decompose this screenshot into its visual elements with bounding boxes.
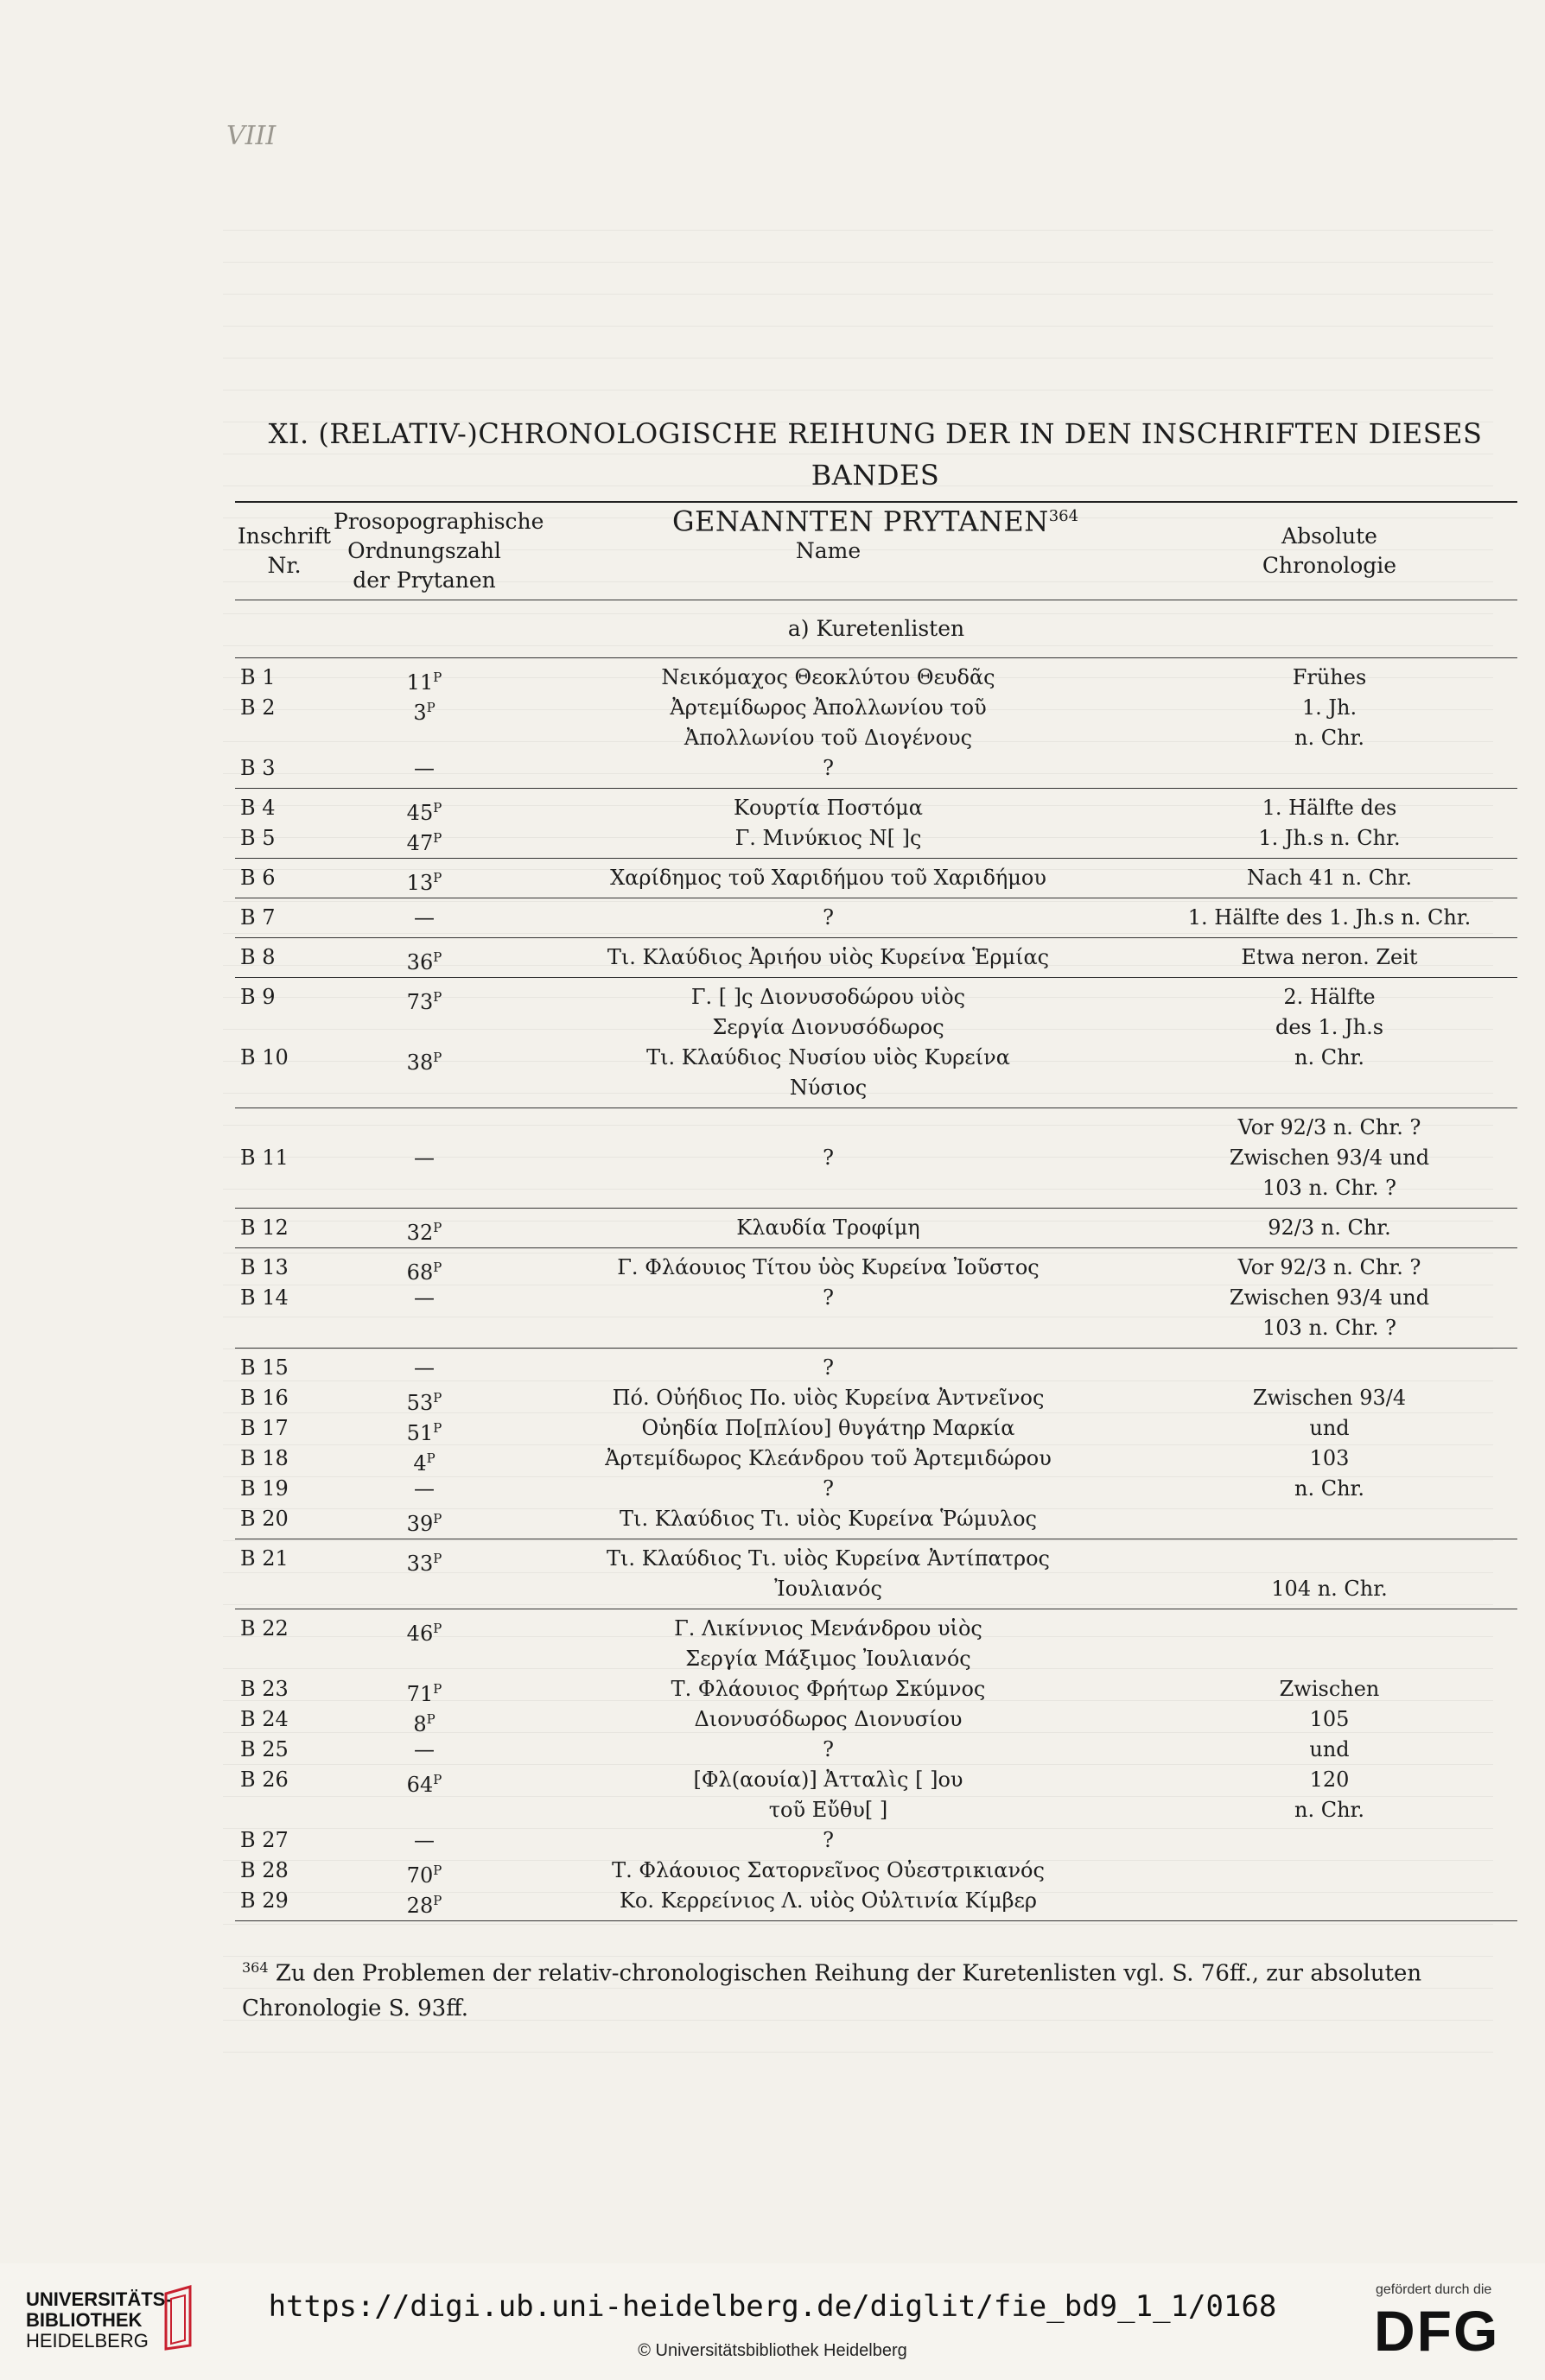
chronologie-cell — [1141, 863, 1517, 893]
inschrift-cell — [235, 863, 334, 893]
name-cell — [515, 863, 1141, 893]
ordnungszahl-cell-line — [334, 1644, 515, 1674]
inschrift-column — [235, 1544, 334, 1604]
name-cell-line: Τι. Κλαύδιος Νυσίου υἱὸς Κυρείνα — [646, 1045, 1010, 1069]
prytanen-table — [235, 501, 1517, 1921]
name-cell-line: Νεικόμαχος Θεοκλύτου Θευδᾶς — [661, 665, 995, 689]
inschrift-cell-line: B 3 — [240, 756, 276, 780]
inschrift-cell-line: B 7 — [240, 905, 276, 930]
inschrift-cell-line: B 15 — [240, 1355, 289, 1380]
chronologie-cell-line — [1141, 753, 1517, 784]
table-row — [235, 859, 1517, 898]
name-cell — [515, 793, 1141, 854]
chronologie-cell-line — [1141, 1886, 1517, 1916]
name-cell-line: Ἀρτεμίδωρος Ἀπολλωνίου τοῦ — [670, 695, 987, 720]
chronologie-cell-line: Zwischen 93/4 und — [1229, 1146, 1430, 1170]
name-cell-line: Τ. Φλάουιος Σατορνεῖνος Οὐεστρικιανός — [612, 1858, 1045, 1882]
chronologie-cell-line: Vor 92/3 n. Chr. ? — [1237, 1115, 1421, 1139]
header-ordnungszahl-line-3: der Prytanen — [353, 568, 496, 593]
name-cell-line: Σεργία Μάξιμος Ἰουλιανός — [685, 1647, 971, 1671]
ordnungszahl-cell — [334, 663, 515, 784]
inschrift-cell-line: B 19 — [240, 1476, 289, 1501]
permalink-url[interactable]: https://digi.ub.uni-heidelberg.de/diglit/fie_bd9_1_1/0168 — [268, 2289, 1277, 2324]
inschrift-cell — [235, 1253, 334, 1343]
name-cell-line: τοῦ Εὔθυ[ ] — [768, 1798, 888, 1822]
inschrift-cell-line: B 10 — [240, 1045, 289, 1069]
footnote — [242, 1951, 1512, 2026]
name-cell-line: ? — [823, 1737, 834, 1761]
footnote-text: Zu den Problemen der relativ-chronologischen Reihung der Kuretenlisten vgl. S. 76ff., zur absoluten Chronologie S. 93ff. — [242, 1960, 1422, 2021]
logo-line-1: UNIVERSITÄTS- — [26, 2288, 172, 2310]
inschrift-cell-line: B 6 — [240, 866, 276, 890]
inschrift-cell-line: B 5 — [240, 826, 276, 850]
inschrift-cell-line: B 17 — [240, 1416, 289, 1440]
table-row — [235, 1108, 1517, 1209]
name-cell-line: Τ. Φλάουιος Φρήτωρ Σκύμνος — [671, 1677, 986, 1701]
table-row — [235, 789, 1517, 859]
inschrift-cell-line — [235, 723, 334, 753]
inschrift-cell-line: B 29 — [240, 1888, 289, 1913]
inschrift-cell-line: B 1 — [240, 665, 276, 689]
dfg-label: gefördert durch die — [1376, 2282, 1492, 2297]
ordnungszahl-cell-line: $70^P$ — [406, 1863, 442, 1888]
ordnungszahl-cell-line: $8^P$ — [413, 1711, 436, 1736]
table-row — [235, 658, 1517, 789]
name-cell-line: Κουρτία Ποστόμα — [734, 796, 923, 820]
chronologie-cell-line: 103 n. Chr. ? — [1262, 1176, 1396, 1200]
inschrift-column — [235, 1614, 334, 1916]
name-cell-line — [515, 1313, 1141, 1343]
chronologie-cell — [1141, 793, 1517, 854]
name-cell — [515, 663, 1141, 784]
ordnungszahl-cell-line: $73^P$ — [406, 989, 442, 1014]
name-cell — [515, 1544, 1141, 1604]
inschrift-cell-line — [235, 1644, 334, 1674]
inschrift-column — [235, 1253, 334, 1343]
ordnungszahl-cell-line: $45^P$ — [406, 800, 442, 825]
name-cell — [515, 1353, 1141, 1534]
dfg-logo[interactable]: DFG — [1374, 2299, 1500, 2363]
chronologie-cell-line: 105 — [1309, 1707, 1350, 1731]
ordnungszahl-cell-line: $33^P$ — [406, 1551, 442, 1576]
inschrift-column — [235, 1113, 334, 1203]
chronologie-cell-line: 103 n. Chr. ? — [1262, 1316, 1396, 1340]
ordnungszahl-cell-line: $53^P$ — [406, 1390, 442, 1415]
inschrift-cell — [235, 1544, 334, 1604]
chronologie-cell-line: 1. Hälfte des 1. Jh.s n. Chr. — [1187, 905, 1472, 930]
ordnungszahl-cell-line — [334, 1574, 515, 1604]
name-cell-line: Ἰουλιανός — [774, 1577, 882, 1601]
inschrift-cell-line — [235, 1313, 334, 1343]
name-cell-line: [Φλ(αουία)] Ἀτταλὶς [ ]ου — [693, 1768, 963, 1792]
ordnungszahl-cell-line: $39^P$ — [406, 1511, 442, 1536]
ordnungszahl-cell — [334, 1253, 515, 1343]
ordnungszahl-cell-line: — — [414, 1285, 435, 1310]
inschrift-cell-line — [235, 1795, 334, 1825]
inschrift-column — [235, 982, 334, 1103]
inschrift-cell — [235, 663, 334, 784]
chronologie-cell-line: des 1. Jh.s — [1275, 1015, 1384, 1039]
ordnungszahl-cell-line: — — [414, 1737, 435, 1761]
inschrift-cell-line: B 13 — [240, 1255, 289, 1279]
section-title: a) Kuretenlisten — [787, 616, 965, 641]
header-inschrift-line-2: Nr. — [267, 553, 302, 578]
chronologie-cell-line: 92/3 n. Chr. — [1268, 1215, 1391, 1240]
ordnungszahl-cell-line: $51^P$ — [406, 1420, 442, 1445]
chronologie-cell-line: 1. Hälfte des — [1262, 796, 1397, 820]
inschrift-cell-line: B 24 — [240, 1707, 289, 1731]
name-cell — [515, 1253, 1141, 1343]
inschrift-cell-line: B 22 — [240, 1616, 289, 1641]
ordnungszahl-cell — [334, 1353, 515, 1534]
name-cell-line: Τι. Κλαύδιος Τι. υἱὸς Κυρείνα Ἀντίπατρος — [607, 1546, 1050, 1571]
name-cell-line: ? — [823, 756, 834, 780]
chronologie-cell-line: n. Chr. — [1294, 1798, 1364, 1822]
name-cell-line: Νύσιος — [789, 1076, 868, 1100]
ordnungszahl-cell-line: $68^P$ — [406, 1260, 442, 1285]
ordnungszahl-cell-line — [334, 723, 515, 753]
name-cell — [515, 1113, 1141, 1203]
ordnungszahl-cell-line: $46^P$ — [406, 1621, 442, 1646]
ordnungszahl-cell — [334, 982, 515, 1103]
logo-line-2: BIBLIOTHEK — [26, 2309, 143, 2331]
name-cell — [515, 942, 1141, 973]
header-ordnungszahl-line-1: Prosopographische — [334, 509, 544, 534]
title-footnote-ref[interactable]: 364 — [1048, 507, 1079, 525]
inschrift-column — [235, 863, 334, 893]
inschrift-column — [235, 663, 334, 784]
header-ordnungszahl-line-2: Ordnungszahl — [347, 538, 501, 563]
name-cell-line: Τι. Κλαύδιος Τι. υἱὸς Κυρείνα Ῥώμυλος — [620, 1507, 1037, 1531]
chronologie-cell — [1141, 942, 1517, 973]
inschrift-cell-line: B 14 — [240, 1285, 289, 1310]
name-cell-line: Κο. Κερρείνιος Λ. υἱὸς Οὐλτινία Κίμβερ — [619, 1888, 1038, 1913]
table-body — [235, 658, 1517, 1921]
name-cell-line: Τι. Κλαύδιος Ἀριήου υἱὸς Κυρείνα Ἑρμίας — [607, 945, 1050, 969]
inschrift-cell-line: B 12 — [240, 1215, 289, 1240]
chronologie-cell-line — [1141, 1644, 1517, 1674]
table-row — [235, 1248, 1517, 1349]
inschrift-column — [235, 903, 334, 933]
inschrift-cell-line — [235, 1113, 334, 1143]
name-cell-line: Οὐηδία Πο[πλίου] θυγάτηρ Μαρκία — [641, 1416, 1015, 1440]
inschrift-column — [235, 1213, 334, 1243]
chronologie-cell — [1141, 1213, 1517, 1243]
table-row — [235, 1539, 1517, 1609]
ordnungszahl-cell-line: $3^P$ — [413, 700, 436, 725]
inschrift-cell — [235, 1213, 334, 1243]
table-row — [235, 978, 1517, 1108]
inschrift-cell-line: B 26 — [240, 1768, 289, 1792]
name-cell-line: ? — [823, 1146, 834, 1170]
ordnungszahl-cell-line: — — [414, 1476, 435, 1501]
inschrift-cell-line: B 27 — [240, 1828, 289, 1852]
name-cell-line: ? — [823, 1285, 834, 1310]
ordnungszahl-cell — [334, 1614, 515, 1916]
ordnungszahl-cell — [334, 793, 515, 854]
ordnungszahl-cell — [334, 1113, 515, 1203]
ordnungszahl-cell-line — [334, 1173, 515, 1203]
name-cell-line: Χαρίδημος τοῦ Χαριδήμου τοῦ Χαριδήμου — [610, 866, 1046, 890]
name-cell-line: Σεργία Διονυσόδωρος — [712, 1015, 944, 1039]
chronologie-cell-line — [1141, 1825, 1517, 1856]
inschrift-column — [235, 942, 334, 973]
name-cell-line: ? — [823, 905, 834, 930]
header-name: Name — [795, 538, 862, 563]
chronologie-cell-line: 103 — [1309, 1446, 1350, 1470]
chronologie-cell-line: 1. Jh.s n. Chr. — [1258, 826, 1401, 850]
chronologie-cell-line: 104 n. Chr. — [1271, 1577, 1388, 1601]
inschrift-cell — [235, 1353, 334, 1534]
ordnungszahl-cell-line: — — [414, 1828, 435, 1852]
chronologie-cell-line: n. Chr. — [1294, 1476, 1364, 1501]
inschrift-cell-line: B 28 — [240, 1858, 289, 1882]
ordnungszahl-cell-line: $11^P$ — [406, 670, 442, 695]
name-cell — [515, 982, 1141, 1103]
chronologie-cell-line: Frühes — [1292, 665, 1367, 689]
chronologie-cell — [1141, 1353, 1517, 1534]
ordnungszahl-cell-line: $47^P$ — [406, 830, 442, 855]
ordnungszahl-cell — [334, 1213, 515, 1243]
name-cell-line: ? — [823, 1476, 834, 1501]
name-cell-line: Ἀπολλωνίου τοῦ Διογένους — [683, 726, 973, 750]
header-ordnungszahl — [334, 507, 544, 595]
name-cell — [515, 1614, 1141, 1916]
ordnungszahl-cell-line: $71^P$ — [406, 1681, 442, 1706]
chronologie-cell-line — [1141, 1856, 1517, 1886]
name-cell-line — [515, 1113, 1141, 1143]
name-cell-line: Κλαυδία Τροφίμη — [736, 1215, 920, 1240]
name-cell-line: ? — [823, 1355, 834, 1380]
ordnungszahl-cell-line: $64^P$ — [406, 1772, 442, 1797]
name-cell-line: Διονυσόδωρος Διονυσίου — [694, 1707, 963, 1731]
header-chronologie-line-2: Chronologie — [1262, 553, 1397, 578]
inschrift-cell-line — [235, 1173, 334, 1203]
ordnungszahl-cell-line — [334, 1113, 515, 1143]
inschrift-cell-line: B 11 — [240, 1146, 289, 1170]
ordnungszahl-cell — [334, 863, 515, 893]
chronologie-cell-line — [1141, 1544, 1517, 1574]
ordnungszahl-cell — [334, 903, 515, 933]
ordnungszahl-cell-line — [334, 1313, 515, 1343]
chronologie-cell-line: Zwischen 93/4 — [1252, 1386, 1407, 1410]
inschrift-cell — [235, 1113, 334, 1203]
name-cell — [515, 1213, 1141, 1243]
chronologie-cell-line — [1141, 1614, 1517, 1644]
ordnungszahl-cell-line: $38^P$ — [406, 1050, 442, 1075]
ordnungszahl-cell-line: $13^P$ — [406, 870, 442, 895]
chronologie-cell-line: 2. Hälfte — [1283, 985, 1376, 1009]
name-cell-line: Πό. Οὐήδιος Πο. υἱὸς Κυρείνα Ἀντνεῖνος — [612, 1386, 1045, 1410]
chronologie-cell-line: n. Chr. — [1294, 726, 1364, 750]
inschrift-cell-line: B 23 — [240, 1677, 289, 1701]
inschrift-cell-line: B 4 — [240, 796, 276, 820]
chronologie-cell — [1141, 1113, 1517, 1203]
chronologie-cell-line: Etwa neron. Zeit — [1241, 945, 1418, 969]
chronologie-cell — [1141, 663, 1517, 784]
chronologie-cell-line: und — [1309, 1416, 1350, 1440]
chronologie-cell-line — [1141, 1353, 1517, 1383]
ordnungszahl-cell-line: — — [414, 756, 435, 780]
chronologie-cell-line — [1141, 1504, 1517, 1534]
inschrift-cell-line: B 18 — [240, 1446, 289, 1470]
chronologie-cell-line: 120 — [1309, 1768, 1350, 1792]
inschrift-cell-line: B 20 — [240, 1507, 289, 1531]
header-inschrift-line-1: Inschrift — [237, 524, 332, 549]
inschrift-cell — [235, 1614, 334, 1916]
ordnungszahl-cell-line: — — [414, 1355, 435, 1380]
inschrift-cell-line: B 9 — [240, 985, 276, 1009]
ordnungszahl-cell — [334, 942, 515, 973]
name-cell-line: Γ. Φλάουιος Τίτου ὑὸς Κυρείνα Ἰοῦστος — [617, 1255, 1040, 1279]
chronologie-cell — [1141, 903, 1517, 933]
chronologie-cell-line: und — [1309, 1737, 1350, 1761]
table-row — [235, 938, 1517, 978]
ordnungszahl-cell-line — [334, 1073, 515, 1103]
chronologie-cell-line: Vor 92/3 n. Chr. ? — [1237, 1255, 1421, 1279]
name-cell-line: Γ. [ ]ς Διονυσοδώρου υἱὸς — [690, 985, 966, 1009]
chronologie-cell — [1141, 1253, 1517, 1343]
ordnungszahl-cell-line: $36^P$ — [406, 949, 442, 974]
ordnungszahl-cell-line: — — [414, 1146, 435, 1170]
chronologie-cell — [1141, 1544, 1517, 1604]
inschrift-cell — [235, 903, 334, 933]
name-cell-line: Γ. Μινύκιος Ν[ ]ς — [734, 826, 922, 850]
chronologie-cell-line: Zwischen — [1279, 1677, 1380, 1701]
name-cell — [515, 903, 1141, 933]
inschrift-cell-line: B 8 — [240, 945, 276, 969]
table-row — [235, 1349, 1517, 1539]
header-inschrift — [235, 522, 334, 581]
title-line-1: XI. (RELATIV-)CHRONOLOGISCHE REIHUNG DER IN DEN INSCHRIFTEN DIESES BANDES — [268, 417, 1483, 492]
inschrift-cell-line: B 2 — [240, 695, 276, 720]
copyright-notice: © Universitätsbibliothek Heidelberg — [638, 2341, 907, 2360]
ordnungszahl-cell-line — [334, 1795, 515, 1825]
ordnungszahl-cell-line: $32^P$ — [406, 1220, 442, 1245]
chronologie-cell — [1141, 982, 1517, 1103]
inschrift-cell-line: B 21 — [240, 1546, 289, 1571]
inschrift-cell-line: B 25 — [240, 1737, 289, 1761]
name-cell-line: ? — [823, 1828, 834, 1852]
inschrift-cell-line — [235, 1012, 334, 1043]
inschrift-cell — [235, 942, 334, 973]
table-row — [235, 1209, 1517, 1248]
chronologie-cell-line — [1141, 1073, 1517, 1103]
inschrift-column — [235, 793, 334, 854]
inschrift-cell — [235, 982, 334, 1103]
chronologie-cell — [1141, 1614, 1517, 1916]
header-chronologie-line-1: Absolute — [1281, 524, 1377, 549]
inschrift-cell-line — [235, 1574, 334, 1604]
title-line-2-text: GENANNTEN PRYTANEN — [671, 505, 1049, 538]
chronologie-cell-line: Nach 41 n. Chr. — [1246, 866, 1412, 890]
ordnungszahl-cell-line: $28^P$ — [406, 1893, 442, 1918]
inschrift-cell-line: B 16 — [240, 1386, 289, 1410]
ordnungszahl-cell-line — [334, 1012, 515, 1043]
name-cell-line — [515, 1173, 1141, 1203]
ordnungszahl-cell — [334, 1544, 515, 1604]
inschrift-cell — [235, 793, 334, 854]
inschrift-cell-line — [235, 1073, 334, 1103]
table-header — [235, 503, 1517, 600]
name-cell-line: Ἀρτεμίδωρος Κλεάνδρου τοῦ Ἀρτεμιδώρου — [605, 1446, 1052, 1470]
header-chronologie — [1141, 522, 1517, 581]
inschrift-column — [235, 1353, 334, 1534]
footnote-number: 364 — [242, 1959, 269, 1976]
table-row — [235, 1609, 1517, 1921]
chronologie-cell-line: 1. Jh. — [1301, 695, 1357, 720]
chronologie-cell-line: Zwischen 93/4 und — [1229, 1285, 1430, 1310]
name-cell-line: Γ. Λικίννιος Μενάνδρου υἱὸς — [674, 1616, 982, 1641]
page-number: VIII — [226, 121, 277, 151]
ordnungszahl-cell-line: — — [414, 905, 435, 930]
ordnungszahl-cell-line: $4^P$ — [413, 1450, 436, 1476]
table-row — [235, 898, 1517, 938]
chronologie-cell-line: n. Chr. — [1294, 1045, 1364, 1069]
logo-line-3: HEIDELBERG — [26, 2330, 149, 2351]
